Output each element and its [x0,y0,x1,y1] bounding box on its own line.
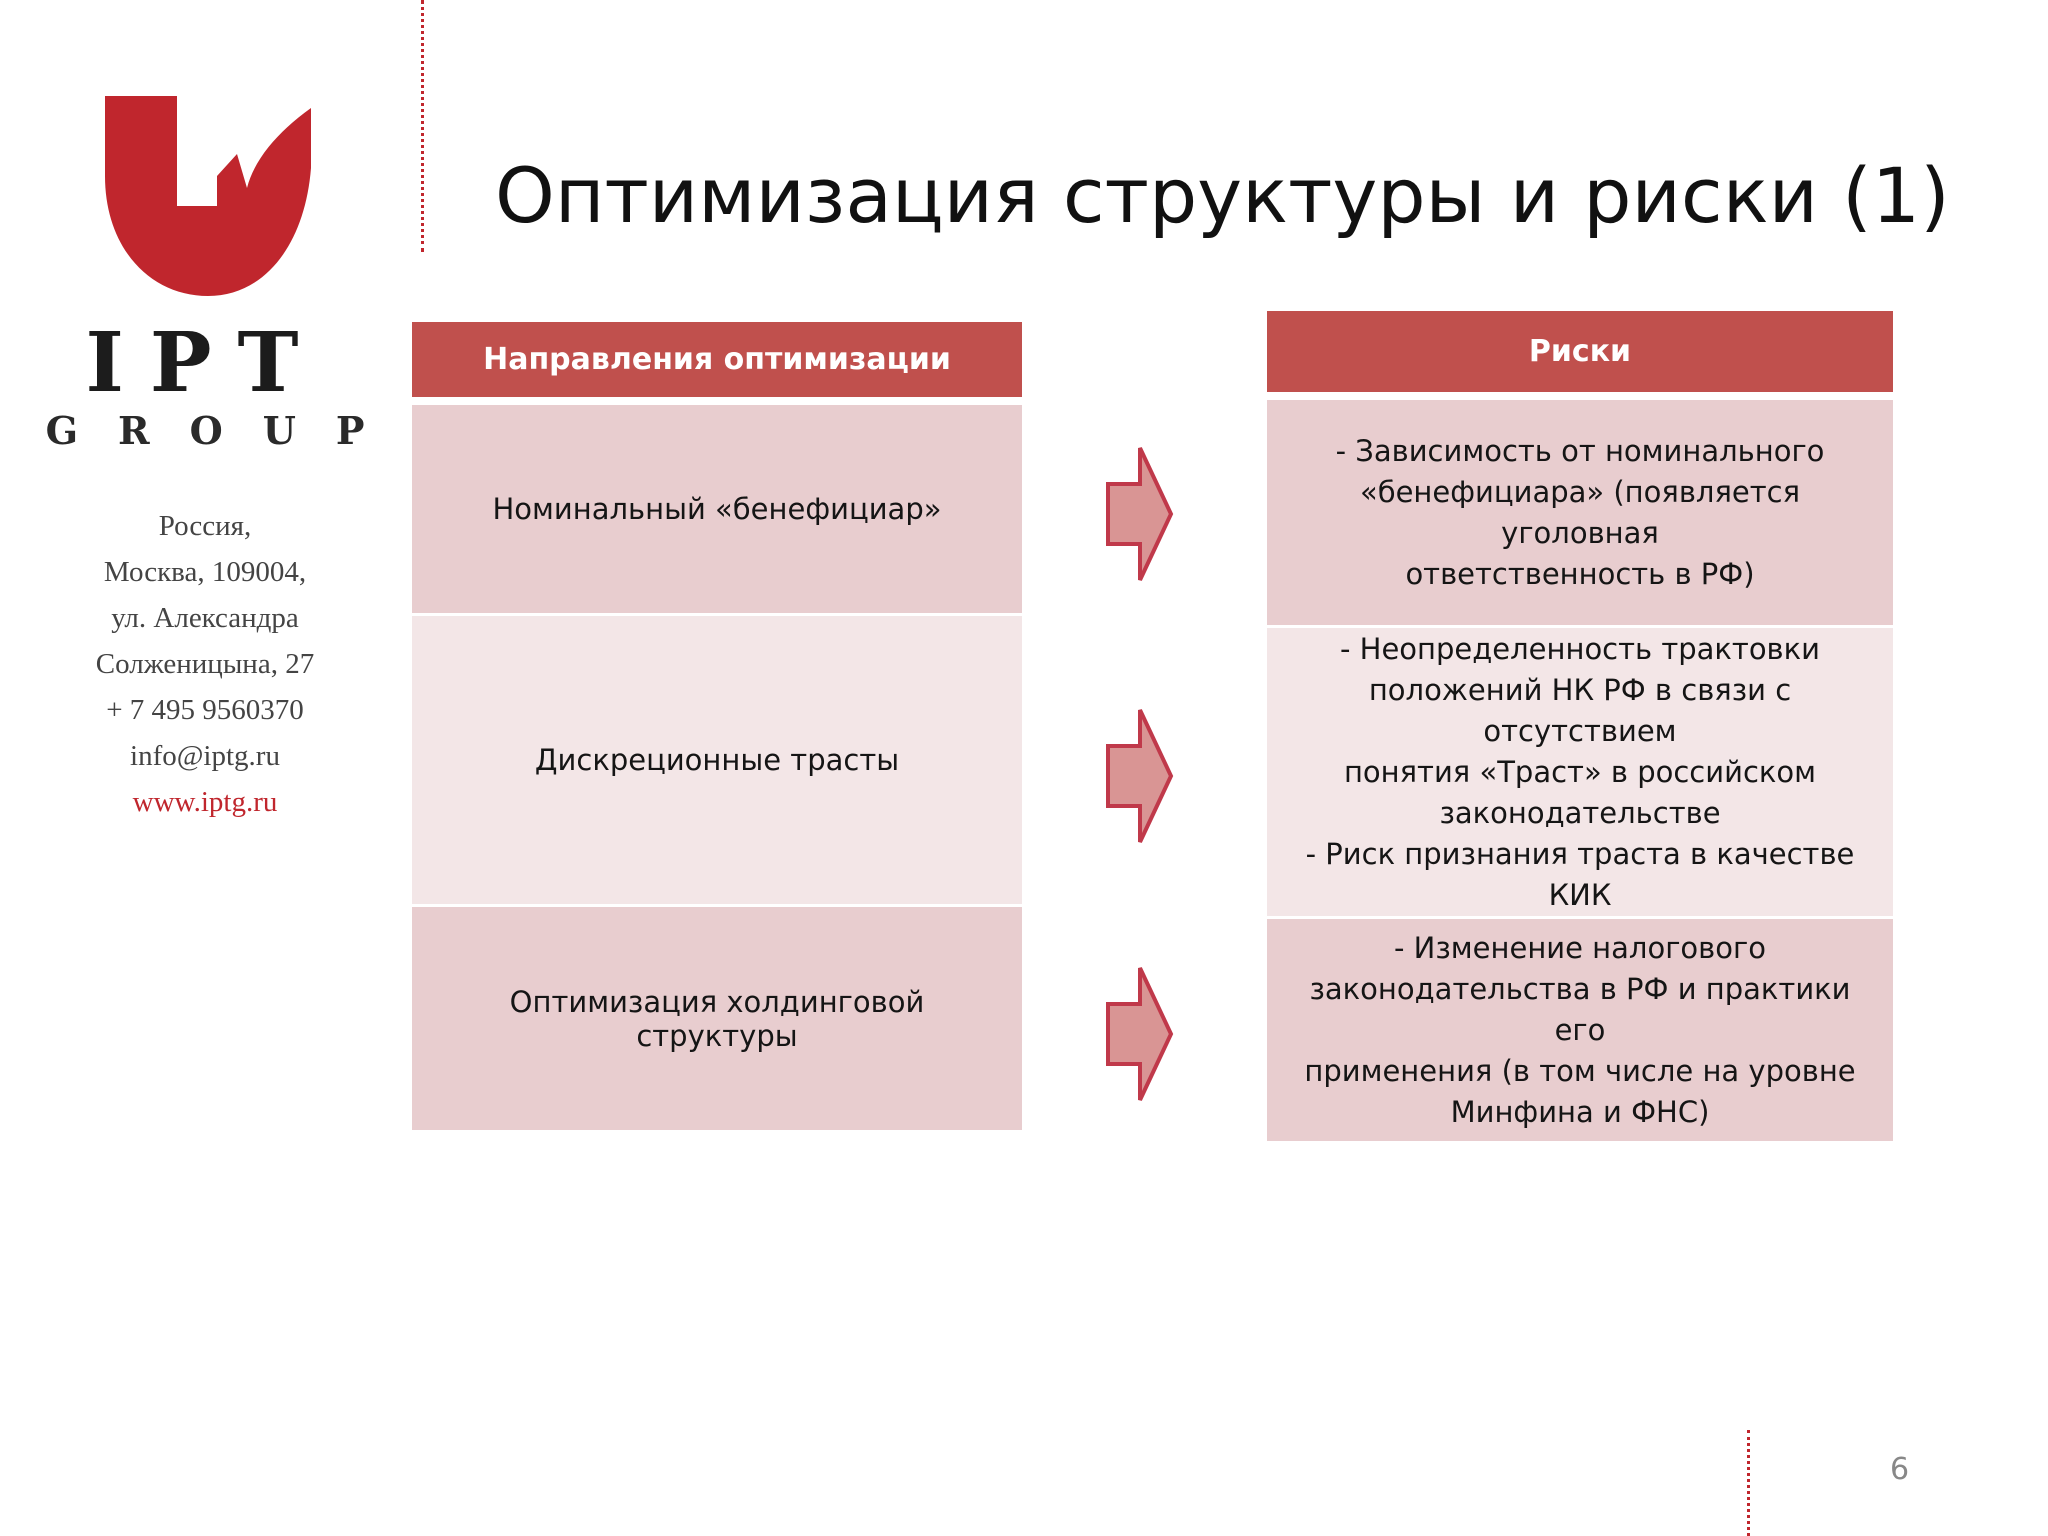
risk-line: применения (в том числе на уровне [1304,1053,1856,1088]
ipt-group-logo-icon [105,96,311,298]
address-line: ул. Александра [111,602,299,634]
slide-title: Оптимизация структуры и риски (1) [495,151,1950,240]
risk-line: законодательства в РФ и практики его [1309,971,1851,1047]
direction-cell [412,907,1022,1130]
risk-text [1285,431,1875,595]
address-line: Россия, [158,510,252,542]
arrow-right-icon [1105,444,1175,584]
direction-text: Дискреционные трасты [534,743,900,777]
risk-line: Минфина и ФНС) [1450,1094,1710,1129]
arrow-right-icon [1105,964,1175,1104]
risk-line: - Неопределенность трактовки [1339,631,1821,666]
risk-cell [1267,919,1893,1141]
risk-line: понятия «Траст» в российском [1343,754,1817,789]
risk-line: - Изменение налогового [1394,930,1766,965]
phone-number: + 7 495 9560370 [106,694,304,726]
risk-line: «бенефициара» (появляется уголовная [1359,474,1801,550]
risk-line: положений НК РФ в связи с отсутствием [1368,672,1792,748]
top-divider [421,0,424,252]
page-number: 6 [1890,1452,1910,1487]
address-line: Солженицына, 27 [95,648,315,680]
risk-line: ответственность в РФ) [1405,556,1755,591]
address-line: Москва, 109004, [103,556,307,588]
direction-cell [412,405,1022,613]
website-link[interactable]: www.iptg.ru [132,786,278,818]
bottom-divider [1747,1430,1750,1536]
risk-text [1285,629,1875,916]
email-link[interactable]: info@iptg.ru [130,740,280,772]
risk-cell [1267,400,1893,625]
risk-line: законодательстве [1439,795,1721,830]
risk-line: - Зависимость от номинального [1335,433,1825,468]
risks-header: Риски [1267,311,1893,392]
brand-name-ipt: IPT [85,315,325,411]
risk-text [1285,928,1875,1133]
risk-line: - Риск признания траста в качестве КИК [1305,836,1855,912]
direction-cell [412,616,1022,904]
brand-name-group: GROUP [45,408,405,453]
directions-header: Направления оптимизации [412,322,1022,397]
risk-cell [1267,628,1893,916]
direction-text: Номинальный «бенефициар» [492,492,942,526]
direction-text: Оптимизация холдинговой структуры [509,984,925,1053]
arrow-right-icon [1105,706,1175,846]
